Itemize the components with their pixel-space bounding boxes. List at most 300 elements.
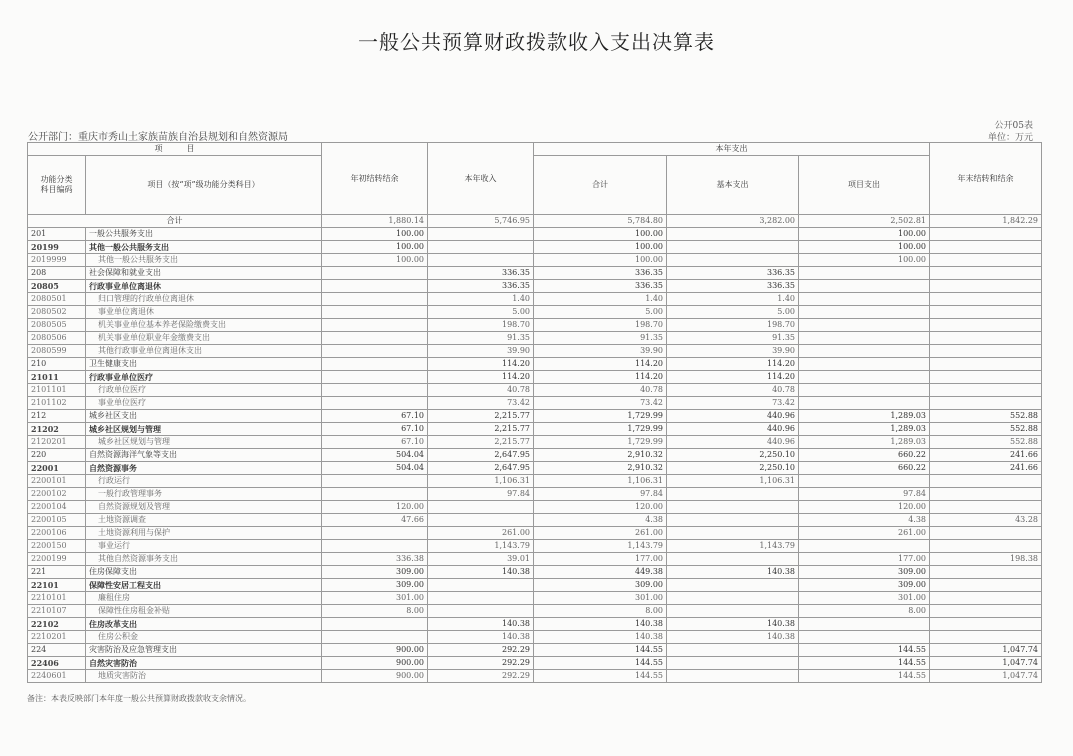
cell-begin: 47.66 — [322, 514, 428, 527]
cell-basic — [667, 501, 799, 514]
cell-name: 其他行政事业单位离退休支出 — [86, 345, 322, 358]
cell-basic: 73.42 — [667, 397, 799, 410]
cell-begin: 67.10 — [322, 436, 428, 449]
cell-total: 144.55 — [534, 644, 667, 657]
cell-basic — [667, 670, 799, 683]
cell-income: 1,143.79 — [428, 540, 534, 553]
cell-name: 行政单位医疗 — [86, 384, 322, 397]
cell-begin: 900.00 — [322, 657, 428, 670]
total-income: 5,746.95 — [428, 215, 534, 228]
form-code: 公开05表 — [994, 121, 1033, 131]
cell-basic: 440.96 — [667, 423, 799, 436]
cell-code: 210 — [28, 358, 86, 371]
cell-project — [799, 358, 930, 371]
cell-basic — [667, 241, 799, 254]
cell-project: 8.00 — [799, 605, 930, 618]
table-row — [28, 475, 1042, 488]
cell-total: 91.35 — [534, 332, 667, 345]
cell-code: 2080599 — [28, 345, 86, 358]
cell-end — [930, 501, 1042, 514]
cell-name: 自然资源事务 — [86, 462, 322, 475]
cell-code: 21202 — [28, 423, 86, 436]
cell-project — [799, 631, 930, 644]
cell-end: 552.88 — [930, 436, 1042, 449]
cell-income — [428, 501, 534, 514]
total-project: 2,502.81 — [799, 215, 930, 228]
header-func-code: 功能分类 科目编码 — [28, 156, 86, 215]
cell-project: 144.55 — [799, 644, 930, 657]
cell-begin — [322, 475, 428, 488]
cell-project: 4.38 — [799, 514, 930, 527]
cell-begin: 309.00 — [322, 579, 428, 592]
cell-project: 144.55 — [799, 670, 930, 683]
cell-basic: 140.38 — [667, 566, 799, 579]
cell-end — [930, 293, 1042, 306]
cell-total: 100.00 — [534, 228, 667, 241]
cell-project: 100.00 — [799, 254, 930, 267]
cell-basic: 440.96 — [667, 436, 799, 449]
cell-code: 22101 — [28, 579, 86, 592]
cell-income: 2,215.77 — [428, 436, 534, 449]
cell-begin: 504.04 — [322, 462, 428, 475]
cell-total: 2,910.32 — [534, 449, 667, 462]
cell-total: 2,910.32 — [534, 462, 667, 475]
cell-basic — [667, 527, 799, 540]
cell-name: 事业运行 — [86, 540, 322, 553]
cell-end: 1,047.74 — [930, 670, 1042, 683]
cell-project — [799, 475, 930, 488]
cell-name: 自然资源海洋气象等支出 — [86, 449, 322, 462]
table-row — [28, 566, 1042, 579]
cell-end — [930, 332, 1042, 345]
cell-end — [930, 592, 1042, 605]
cell-total: 114.20 — [534, 371, 667, 384]
cell-project — [799, 371, 930, 384]
department-label: 公开部门：重庆市秀山土家族苗族自治县规划和自然资源局 — [28, 132, 288, 143]
cell-begin — [322, 306, 428, 319]
cell-end — [930, 527, 1042, 540]
table-row — [28, 488, 1042, 501]
unit-label: 单位：万元 — [987, 133, 1033, 143]
cell-code: 201 — [28, 228, 86, 241]
cell-income: 2,215.77 — [428, 410, 534, 423]
cell-income: 114.20 — [428, 358, 534, 371]
header-item: 项 目 — [28, 143, 322, 156]
cell-project: 144.55 — [799, 657, 930, 670]
cell-income: 336.35 — [428, 267, 534, 280]
cell-name: 机关事业单位职业年金缴费支出 — [86, 332, 322, 345]
cell-total: 336.35 — [534, 267, 667, 280]
cell-end — [930, 605, 1042, 618]
cell-end: 1,047.74 — [930, 644, 1042, 657]
table-row — [28, 631, 1042, 644]
total-row — [28, 215, 1042, 228]
table-row — [28, 423, 1042, 436]
footnote: 备注：本表反映部门本年度一般公共预算财政拨款收支余情况。 — [27, 694, 251, 703]
cell-income: 40.78 — [428, 384, 534, 397]
cell-begin: 504.04 — [322, 449, 428, 462]
total-begin: 1,880.14 — [322, 215, 428, 228]
cell-end — [930, 254, 1042, 267]
cell-begin — [322, 618, 428, 631]
table-row — [28, 371, 1042, 384]
cell-code: 2080505 — [28, 319, 86, 332]
cell-begin — [322, 527, 428, 540]
cell-income: 2,647.95 — [428, 462, 534, 475]
cell-income: 198.70 — [428, 319, 534, 332]
cell-end — [930, 371, 1042, 384]
cell-name: 住房保障支出 — [86, 566, 322, 579]
cell-total: 114.20 — [534, 358, 667, 371]
table-row — [28, 319, 1042, 332]
cell-basic — [667, 488, 799, 501]
cell-project: 301.00 — [799, 592, 930, 605]
cell-name: 其他自然资源事务支出 — [86, 553, 322, 566]
cell-project: 120.00 — [799, 501, 930, 514]
header-total: 合计 — [534, 156, 667, 215]
cell-name: 行政事业单位医疗 — [86, 371, 322, 384]
cell-name: 一般行政管理事务 — [86, 488, 322, 501]
cell-income — [428, 228, 534, 241]
cell-income: 2,647.95 — [428, 449, 534, 462]
cell-begin — [322, 267, 428, 280]
cell-basic: 5.00 — [667, 306, 799, 319]
total-basic: 3,282.00 — [667, 215, 799, 228]
cell-name: 卫生健康支出 — [86, 358, 322, 371]
page-title: 一般公共预算财政拨款收入支出决算表 — [358, 30, 715, 54]
cell-income: 140.38 — [428, 566, 534, 579]
cell-income — [428, 514, 534, 527]
cell-begin: 309.00 — [322, 566, 428, 579]
cell-total: 40.78 — [534, 384, 667, 397]
cell-name: 一般公共服务支出 — [86, 228, 322, 241]
header-end-balance: 年末结转和结余 — [930, 143, 1042, 215]
cell-code: 2200102 — [28, 488, 86, 501]
cell-project: 97.84 — [799, 488, 930, 501]
cell-begin: 301.00 — [322, 592, 428, 605]
cell-basic: 114.20 — [667, 358, 799, 371]
cell-project — [799, 267, 930, 280]
table-row — [28, 345, 1042, 358]
cell-total: 100.00 — [534, 254, 667, 267]
cell-end: 43.28 — [930, 514, 1042, 527]
cell-income: 1.40 — [428, 293, 534, 306]
total-end: 1,842.29 — [930, 215, 1042, 228]
cell-end — [930, 475, 1042, 488]
cell-total: 140.38 — [534, 631, 667, 644]
cell-name: 自然资源规划及管理 — [86, 501, 322, 514]
cell-end — [930, 397, 1042, 410]
cell-income: 140.38 — [428, 618, 534, 631]
table-row — [28, 410, 1042, 423]
cell-end: 241.66 — [930, 462, 1042, 475]
cell-project — [799, 618, 930, 631]
cell-begin: 900.00 — [322, 670, 428, 683]
table-row — [28, 436, 1042, 449]
cell-income: 73.42 — [428, 397, 534, 410]
cell-basic: 140.38 — [667, 631, 799, 644]
cell-code: 22406 — [28, 657, 86, 670]
cell-end — [930, 618, 1042, 631]
cell-basic — [667, 579, 799, 592]
cell-code: 2200104 — [28, 501, 86, 514]
cell-end — [930, 306, 1042, 319]
cell-total: 1,729.99 — [534, 410, 667, 423]
cell-project — [799, 319, 930, 332]
cell-end: 552.88 — [930, 423, 1042, 436]
table-row — [28, 267, 1042, 280]
cell-end: 198.38 — [930, 553, 1042, 566]
cell-basic: 2,250.10 — [667, 462, 799, 475]
cell-end — [930, 579, 1042, 592]
table-row — [28, 306, 1042, 319]
cell-code: 212 — [28, 410, 86, 423]
cell-end — [930, 228, 1042, 241]
cell-code: 2080506 — [28, 332, 86, 345]
cell-basic: 114.20 — [667, 371, 799, 384]
cell-end — [930, 631, 1042, 644]
cell-begin — [322, 631, 428, 644]
cell-income — [428, 241, 534, 254]
cell-total: 1,106.31 — [534, 475, 667, 488]
cell-basic — [667, 657, 799, 670]
cell-total: 301.00 — [534, 592, 667, 605]
cell-name: 事业单位医疗 — [86, 397, 322, 410]
header-begin-balance: 年初结转结余 — [322, 143, 428, 215]
header-item-name: 项目（按“项”级功能分类科目） — [86, 156, 322, 215]
cell-code: 2080501 — [28, 293, 86, 306]
cell-basic — [667, 514, 799, 527]
table-row — [28, 462, 1042, 475]
table-row — [28, 670, 1042, 683]
cell-code: 2200105 — [28, 514, 86, 527]
cell-income: 292.29 — [428, 657, 534, 670]
table-row — [28, 358, 1042, 371]
cell-basic — [667, 228, 799, 241]
cell-begin — [322, 358, 428, 371]
cell-total: 1,729.99 — [534, 423, 667, 436]
cell-end: 1,047.74 — [930, 657, 1042, 670]
cell-code: 2210107 — [28, 605, 86, 618]
cell-income: 292.29 — [428, 644, 534, 657]
cell-total: 309.00 — [534, 579, 667, 592]
cell-code: 221 — [28, 566, 86, 579]
cell-code: 2120201 — [28, 436, 86, 449]
table-row — [28, 644, 1042, 657]
cell-basic — [667, 644, 799, 657]
table-row — [28, 384, 1042, 397]
cell-begin: 67.10 — [322, 410, 428, 423]
cell-income: 292.29 — [428, 670, 534, 683]
cell-income — [428, 592, 534, 605]
cell-begin — [322, 384, 428, 397]
table-row — [28, 579, 1042, 592]
cell-total: 120.00 — [534, 501, 667, 514]
cell-project: 309.00 — [799, 579, 930, 592]
cell-basic: 336.35 — [667, 267, 799, 280]
cell-begin — [322, 397, 428, 410]
budget-table — [27, 142, 1042, 683]
cell-total: 261.00 — [534, 527, 667, 540]
cell-basic — [667, 592, 799, 605]
cell-total: 1,143.79 — [534, 540, 667, 553]
table-row — [28, 514, 1042, 527]
cell-basic — [667, 553, 799, 566]
cell-code: 220 — [28, 449, 86, 462]
cell-code: 2101101 — [28, 384, 86, 397]
table-row — [28, 618, 1042, 631]
cell-name: 城乡社区支出 — [86, 410, 322, 423]
cell-name: 保障性安居工程支出 — [86, 579, 322, 592]
cell-name: 保障性住房租金补贴 — [86, 605, 322, 618]
cell-name: 行政事业单位离退休 — [86, 280, 322, 293]
cell-basic: 1.40 — [667, 293, 799, 306]
total-label: 合计 — [28, 215, 322, 228]
cell-code: 20805 — [28, 280, 86, 293]
cell-total: 97.84 — [534, 488, 667, 501]
cell-end — [930, 241, 1042, 254]
cell-begin — [322, 293, 428, 306]
cell-income: 336.35 — [428, 280, 534, 293]
cell-project — [799, 384, 930, 397]
table-row — [28, 527, 1042, 540]
cell-code: 2200150 — [28, 540, 86, 553]
cell-name: 行政运行 — [86, 475, 322, 488]
cell-basic: 140.38 — [667, 618, 799, 631]
cell-income — [428, 254, 534, 267]
cell-code: 224 — [28, 644, 86, 657]
cell-end — [930, 267, 1042, 280]
cell-name: 社会保障和就业支出 — [86, 267, 322, 280]
cell-name: 土地资源调查 — [86, 514, 322, 527]
cell-project: 261.00 — [799, 527, 930, 540]
cell-total: 449.38 — [534, 566, 667, 579]
cell-income: 1,106.31 — [428, 475, 534, 488]
cell-income: 2,215.77 — [428, 423, 534, 436]
cell-begin: 100.00 — [322, 254, 428, 267]
cell-total: 140.38 — [534, 618, 667, 631]
header-project: 项目支出 — [799, 156, 930, 215]
cell-basic: 198.70 — [667, 319, 799, 332]
cell-begin: 900.00 — [322, 644, 428, 657]
cell-name: 灾害防治及应急管理支出 — [86, 644, 322, 657]
cell-begin — [322, 280, 428, 293]
cell-income — [428, 605, 534, 618]
cell-end — [930, 280, 1042, 293]
table-row — [28, 397, 1042, 410]
cell-name: 地质灾害防治 — [86, 670, 322, 683]
cell-total: 144.55 — [534, 657, 667, 670]
cell-project: 660.22 — [799, 462, 930, 475]
cell-total: 8.00 — [534, 605, 667, 618]
table-row — [28, 657, 1042, 670]
header-income: 本年收入 — [428, 143, 534, 215]
cell-basic: 2,250.10 — [667, 449, 799, 462]
table-row — [28, 241, 1042, 254]
cell-code: 2200106 — [28, 527, 86, 540]
cell-total: 39.90 — [534, 345, 667, 358]
header-expense-group: 本年支出 — [534, 143, 930, 156]
cell-name: 住房改革支出 — [86, 618, 322, 631]
cell-project — [799, 306, 930, 319]
cell-code: 208 — [28, 267, 86, 280]
cell-project — [799, 345, 930, 358]
cell-basic: 40.78 — [667, 384, 799, 397]
cell-project — [799, 293, 930, 306]
cell-total: 177.00 — [534, 553, 667, 566]
cell-total: 144.55 — [534, 670, 667, 683]
cell-basic: 39.90 — [667, 345, 799, 358]
cell-project — [799, 397, 930, 410]
cell-total: 5.00 — [534, 306, 667, 319]
cell-begin: 100.00 — [322, 228, 428, 241]
cell-basic: 1,106.31 — [667, 475, 799, 488]
cell-income: 97.84 — [428, 488, 534, 501]
table-row — [28, 553, 1042, 566]
table-row — [28, 332, 1042, 345]
cell-name: 城乡社区规划与管理 — [86, 436, 322, 449]
cell-project: 177.00 — [799, 553, 930, 566]
cell-project: 660.22 — [799, 449, 930, 462]
cell-basic: 336.35 — [667, 280, 799, 293]
cell-begin — [322, 488, 428, 501]
cell-end — [930, 566, 1042, 579]
cell-project: 309.00 — [799, 566, 930, 579]
cell-end — [930, 488, 1042, 501]
cell-code: 2200199 — [28, 553, 86, 566]
cell-begin — [322, 319, 428, 332]
cell-begin: 120.00 — [322, 501, 428, 514]
cell-name: 廉租住房 — [86, 592, 322, 605]
cell-end — [930, 345, 1042, 358]
table-row — [28, 540, 1042, 553]
cell-begin — [322, 332, 428, 345]
cell-income: 5.00 — [428, 306, 534, 319]
cell-begin: 8.00 — [322, 605, 428, 618]
table-row — [28, 449, 1042, 462]
cell-name: 事业单位离退休 — [86, 306, 322, 319]
cell-total: 336.35 — [534, 280, 667, 293]
cell-project: 1,289.03 — [799, 410, 930, 423]
cell-total: 1,729.99 — [534, 436, 667, 449]
cell-end — [930, 384, 1042, 397]
cell-end: 552.88 — [930, 410, 1042, 423]
cell-name: 自然灾害防治 — [86, 657, 322, 670]
cell-total: 1.40 — [534, 293, 667, 306]
cell-end — [930, 358, 1042, 371]
cell-income: 114.20 — [428, 371, 534, 384]
cell-begin: 67.10 — [322, 423, 428, 436]
cell-basic — [667, 605, 799, 618]
cell-total: 73.42 — [534, 397, 667, 410]
cell-income: 39.90 — [428, 345, 534, 358]
cell-end: 241.66 — [930, 449, 1042, 462]
cell-basic: 1,143.79 — [667, 540, 799, 553]
cell-project: 1,289.03 — [799, 436, 930, 449]
cell-name: 其他一般公共服务支出 — [86, 254, 322, 267]
cell-code: 2080502 — [28, 306, 86, 319]
cell-code: 2240601 — [28, 670, 86, 683]
cell-code: 20199 — [28, 241, 86, 254]
cell-total: 198.70 — [534, 319, 667, 332]
cell-basic — [667, 254, 799, 267]
cell-name: 住房公积金 — [86, 631, 322, 644]
cell-code: 22102 — [28, 618, 86, 631]
cell-begin: 100.00 — [322, 241, 428, 254]
cell-name: 机关事业单位基本养老保险缴费支出 — [86, 319, 322, 332]
table-row — [28, 592, 1042, 605]
table-row — [28, 501, 1042, 514]
